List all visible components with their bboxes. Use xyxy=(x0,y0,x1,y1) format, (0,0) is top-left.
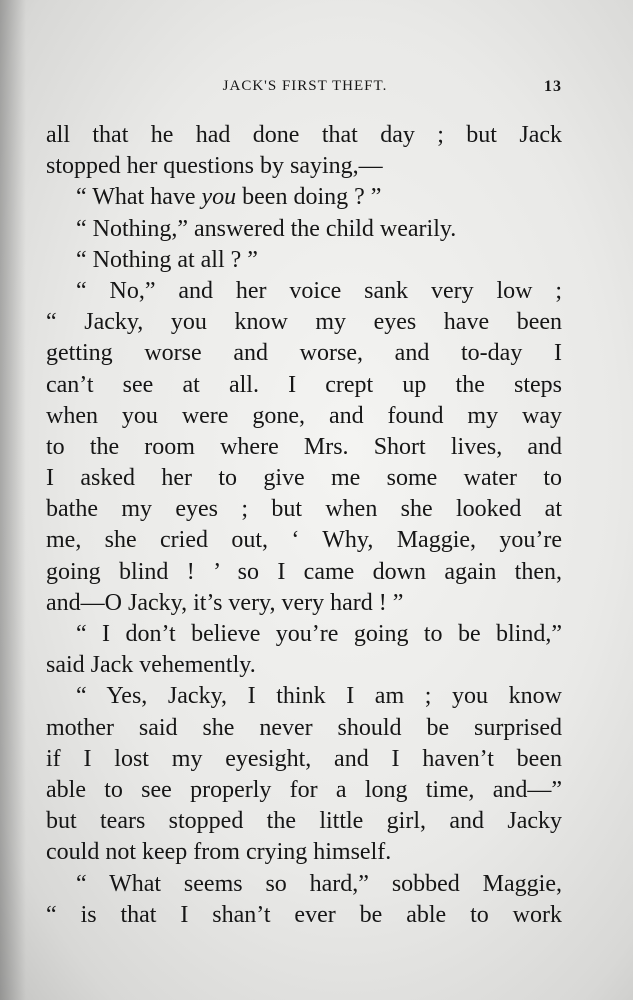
text-line: said Jack vehemently. xyxy=(46,652,256,679)
text-line: when you were gone, and found my way xyxy=(46,402,562,429)
text-line: mother said she never should be surprised xyxy=(46,714,562,741)
text-line: “ Jacky, you know my eyes have been xyxy=(46,309,562,336)
page-number: 13 xyxy=(544,78,562,95)
running-title: JACK'S FIRST THEFT. xyxy=(222,78,388,94)
text-line: bathe my eyes ; but when she looked at xyxy=(46,496,562,523)
text-line: “ What have you been doing ? ” xyxy=(76,184,382,211)
text-line: going blind ! ’ so I came down again then, xyxy=(46,558,562,585)
text-line: all that he had done that day ; but Jack xyxy=(46,122,562,148)
text-line: “ Nothing at all ? ” xyxy=(76,246,258,273)
text-line: stopped her questions by saying,— xyxy=(46,153,383,180)
text-line: to the room where Mrs. Short lives, and xyxy=(46,433,562,460)
text-line: “ Nothing,” answered the child wearily. xyxy=(76,215,457,242)
text-line: can’t see at all. I crept up the steps xyxy=(46,371,562,398)
text-line: if I lost my eyesight, and I haven’t been xyxy=(46,745,562,772)
text-line: could not keep from crying himself. xyxy=(46,839,392,866)
text-line: I asked her to give me some water to xyxy=(46,465,562,492)
text-line: “ I don’t believe you’re going to be blind,” xyxy=(76,621,562,647)
text-line: but tears stopped the little girl, and Jacky xyxy=(46,808,562,835)
gutter-shadow xyxy=(0,0,26,1000)
text-line: able to see properly for a long time, and—” xyxy=(46,776,562,803)
text-line: “ No,” and her voice sank very low ; xyxy=(76,277,562,304)
text-line: getting worse and worse, and to-day I xyxy=(46,340,562,367)
text-line: me, she cried out, ‘ Why, Maggie, you’re xyxy=(46,527,562,554)
text-line: “ What seems so hard,” sobbed Maggie, xyxy=(76,870,562,897)
text-line: “ is that I shan’t ever be able to work xyxy=(46,901,562,928)
running-head xyxy=(46,78,564,100)
text-line: “ Yes, Jacky, I think I am ; you know xyxy=(76,683,562,710)
body-text xyxy=(46,120,562,931)
text-line: and—O Jacky, it’s very, very hard ! ” xyxy=(46,589,404,616)
